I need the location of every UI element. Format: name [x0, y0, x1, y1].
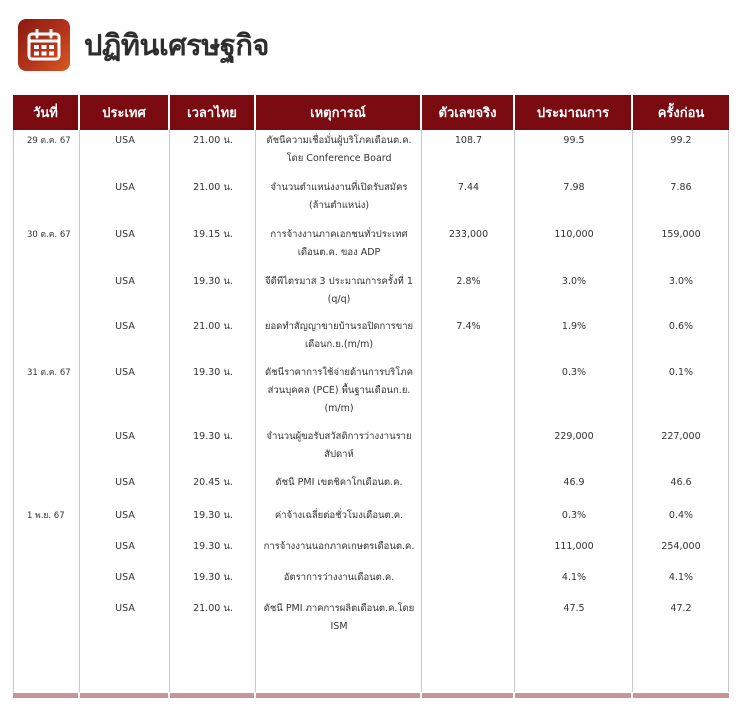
table-row — [13, 600, 729, 636]
table-row — [13, 226, 729, 262]
calendar-icon — [18, 19, 70, 71]
page-header — [18, 18, 269, 72]
cell-date: 29 ต.ค. 67 — [27, 136, 71, 146]
cell-time: 21.00 น. — [193, 321, 233, 332]
cell-previous: 3.0% — [668, 276, 694, 287]
cell-actual — [422, 538, 515, 556]
cell-previous: 0.1% — [668, 367, 694, 378]
cell-forecast: 111,000 — [554, 541, 594, 552]
cell-event: อัตราการว่างงานเดือนต.ค. — [283, 572, 395, 583]
cell-time: 19.15 น. — [193, 229, 233, 240]
table-row — [13, 132, 729, 168]
page-title: ปฏิทินเศรษฐกิจ — [84, 28, 269, 62]
table-footer-bar — [13, 693, 729, 698]
cell-country: USA — [115, 229, 135, 240]
cell-time: 19.30 น. — [193, 431, 233, 442]
cell-forecast: 110,000 — [554, 229, 594, 240]
cell-time: 19.30 น. — [193, 367, 233, 378]
cell-date — [13, 179, 80, 215]
cell-country: USA — [115, 321, 135, 332]
cell-actual — [422, 569, 515, 587]
cell-time: 20.45 น. — [193, 477, 233, 488]
header-country: ประเทศ — [80, 95, 170, 130]
cell-previous: 227,000 — [661, 431, 701, 442]
cell-date — [13, 428, 80, 464]
cell-actual: 2.8% — [456, 276, 481, 287]
table-row — [13, 179, 729, 215]
cell-forecast: 46.9 — [563, 477, 585, 488]
cell-country: USA — [115, 541, 135, 552]
cell-date — [13, 569, 80, 587]
cell-event: จีดีพีไตรมาส 3 ประมาณการครั้งที่ 1 (q/q) — [265, 276, 413, 305]
cell-previous: 0.4% — [668, 510, 694, 521]
cell-event: ดัชนีราคาการใช้จ่ายด้านการบริโภคส่วนบุคคล (PCE) พื้นฐานเดือนก.ย. (m/m) — [264, 367, 414, 414]
cell-country: USA — [115, 135, 135, 146]
economic-calendar-table — [13, 95, 729, 692]
cell-actual — [422, 364, 515, 418]
cell-time: 19.30 น. — [193, 276, 233, 287]
cell-previous: 47.2 — [670, 603, 692, 614]
table-row — [13, 538, 729, 556]
cell-date — [13, 600, 80, 636]
cell-forecast: 0.3% — [561, 510, 587, 521]
cell-time: 19.30 น. — [193, 510, 233, 521]
cell-forecast: 3.0% — [561, 276, 587, 287]
cell-event: การจ้างงานนอกภาคเกษตรเดือนต.ค. — [263, 541, 415, 552]
table-row — [13, 569, 729, 587]
cell-event: จำนวนตำแหน่งงานที่เปิดรับสมัคร (ล้านตำแหน่ง) — [270, 182, 408, 211]
cell-country: USA — [115, 276, 135, 287]
cell-date — [13, 273, 80, 309]
table-row — [13, 428, 729, 464]
cell-actual: 108.7 — [454, 135, 483, 146]
cell-actual: 7.4% — [456, 321, 481, 332]
cell-event: ดัชนีความเชื่อมั่นผู้บริโภคเดือนต.ค. โดย Conference Board — [266, 135, 412, 164]
cell-country: USA — [115, 603, 135, 614]
cell-previous: 99.2 — [670, 135, 692, 146]
table-row — [13, 364, 729, 418]
table-header-row — [13, 95, 729, 130]
cell-actual: 7.44 — [457, 182, 480, 193]
cell-event: ดัชนี PMI ภาคการผลิตเดือนต.ค.โดย ISM — [263, 603, 415, 632]
cell-event: ค่าจ้างเฉลี่ยต่อชั่วโมงเดือนต.ค. — [274, 510, 404, 521]
cell-date: 1 พ.ย. 67 — [27, 511, 65, 521]
cell-forecast: 229,000 — [554, 431, 594, 442]
cell-forecast: 47.5 — [563, 603, 585, 614]
cell-event: ยอดทำสัญญาขายบ้านรอปิดการขาย เดือนก.ย.(m/m) — [264, 321, 414, 350]
header-forecast: ประมาณการ — [515, 95, 633, 130]
cell-previous: 4.1% — [668, 572, 694, 583]
cell-time: 21.00 น. — [193, 135, 233, 146]
cell-country: USA — [115, 477, 135, 488]
header-date: วันที่ — [13, 95, 80, 130]
cell-time: 19.30 น. — [193, 572, 233, 583]
cell-time: 21.00 น. — [193, 182, 233, 193]
cell-previous: 0.6% — [668, 321, 694, 332]
cell-date: 31 ต.ค. 67 — [27, 368, 71, 378]
header-actual: ตัวเลขจริง — [422, 95, 515, 130]
cell-country: USA — [115, 510, 135, 521]
cell-actual — [422, 474, 515, 492]
cell-country: USA — [115, 572, 135, 583]
cell-forecast: 4.1% — [561, 572, 587, 583]
cell-time: 19.30 น. — [193, 541, 233, 552]
table-row — [13, 273, 729, 309]
table-body — [13, 130, 729, 692]
table-row — [13, 507, 729, 525]
cell-actual — [422, 428, 515, 464]
table-row — [13, 318, 729, 354]
cell-forecast: 1.9% — [561, 321, 587, 332]
cell-date: 30 ต.ค. 67 — [27, 230, 71, 240]
cell-actual: 233,000 — [448, 229, 489, 240]
cell-forecast: 99.5 — [563, 135, 585, 146]
cell-forecast: 7.98 — [563, 182, 585, 193]
cell-country: USA — [115, 182, 135, 193]
cell-previous: 254,000 — [661, 541, 701, 552]
cell-country: USA — [115, 431, 135, 442]
header-previous: ครั้งก่อน — [657, 106, 705, 121]
table-row — [13, 474, 729, 492]
cell-previous: 7.86 — [670, 182, 692, 193]
cell-actual — [422, 600, 515, 636]
cell-time: 21.00 น. — [193, 603, 233, 614]
cell-event: ดัชนี PMI เขตชิคาโกเดือนต.ค. — [275, 477, 403, 488]
cell-previous: 46.6 — [670, 477, 692, 488]
cell-event: การจ้างงานภาคเอกชนทั่วประเทศ เดือนต.ค. ของ ADP — [270, 229, 408, 258]
header-time: เวลาไทย — [170, 95, 256, 130]
cell-forecast: 0.3% — [561, 367, 587, 378]
header-event: เหตุการณ์ — [256, 95, 422, 130]
cell-date — [13, 318, 80, 354]
cell-actual — [422, 507, 515, 525]
cell-country: USA — [115, 367, 135, 378]
cell-date — [13, 538, 80, 556]
cell-date — [13, 474, 80, 492]
cell-previous: 159,000 — [661, 229, 701, 240]
cell-event: จำนวนผู้ขอรับสวัสดิการว่างงานรายสัปดาห์ — [266, 431, 412, 460]
